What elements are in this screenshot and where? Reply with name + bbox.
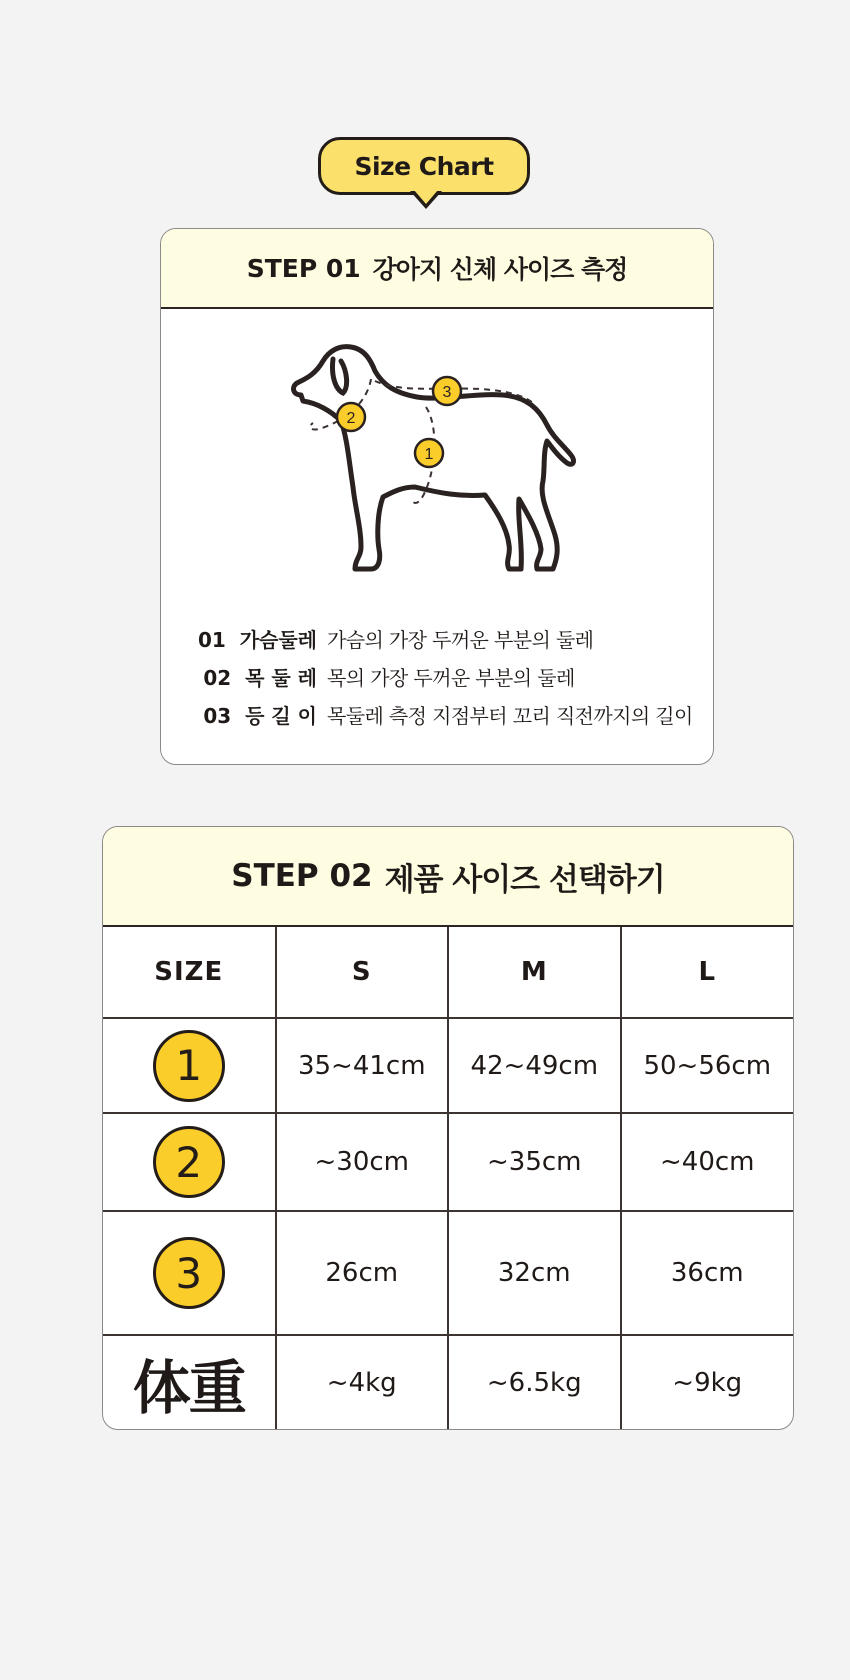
measurement-name: 가슴둘레 [239,628,317,652]
back-number-badge: 3 [153,1237,225,1309]
row-label-cell [103,1335,276,1429]
measurement-desc: 목의 가장 두꺼운 부분의 둘레 [327,666,575,690]
col-header-s: S [276,927,449,1018]
measurement-back [161,700,714,730]
marker-3 [433,377,461,405]
table-cell: 32cm [448,1211,621,1335]
marker-3-label: 3 [442,384,452,401]
table-cell: 35~41cm [276,1018,449,1113]
weight-label: 体重 [132,1353,245,1422]
size-header-row [103,927,793,1018]
chest-number-badge: 1 [153,1030,225,1102]
measurement-desc: 목둘레 측정 지점부터 꼬리 직전까지의 길이 [327,704,693,728]
size-table [103,927,793,1429]
table-cell: ~9kg [621,1335,794,1429]
table-cell: ~6.5kg [448,1335,621,1429]
measurement-chest [161,624,714,654]
col-header-size: SIZE [103,927,276,1018]
marker-1-label: 1 [424,446,434,463]
measurement-name: 목 둘 레 [245,666,317,690]
table-cell: 26cm [276,1211,449,1335]
row-label-cell [103,1211,276,1335]
table-row [103,1113,793,1211]
measurement-neck [161,662,714,692]
badge-tail-fill [414,190,438,204]
step1-title: 강아지 신체 사이즈 측정 [372,255,628,284]
measurement-num: 01 [197,628,226,652]
table-cell: ~35cm [448,1113,621,1211]
step2-label: STEP 02 [231,858,373,894]
row-label-cell [103,1113,276,1211]
dog-ear [332,359,346,393]
measurement-desc: 가슴의 가장 두꺼운 부분의 둘레 [327,628,594,652]
dog-measurement-illustration [271,337,601,597]
marker-2-label: 2 [346,410,356,427]
step2-card [102,826,794,1430]
step1-card [160,228,714,765]
col-header-l: L [621,927,794,1018]
step2-title: 제품 사이즈 선택하기 [384,861,665,898]
marker-1 [415,439,443,467]
measurement-num: 02 [203,666,232,690]
table-row [103,1211,793,1335]
measurement-name: 등 길 이 [245,704,317,728]
size-chart-badge [318,137,530,195]
table-cell: 50~56cm [621,1018,794,1113]
table-cell: 42~49cm [448,1018,621,1113]
row-label-cell [103,1018,276,1113]
size-chart-title: Size Chart [354,151,494,181]
step1-header [161,229,713,309]
table-cell: 36cm [621,1211,794,1335]
table-cell: ~30cm [276,1113,449,1211]
table-cell: ~40cm [621,1113,794,1211]
step2-header [103,827,793,927]
table-row [103,1335,793,1429]
marker-2 [337,403,365,431]
table-row [103,1018,793,1113]
table-cell: ~4kg [276,1335,449,1429]
step1-label: STEP 01 [246,253,361,283]
measurement-num: 03 [203,704,232,728]
col-header-m: M [448,927,621,1018]
neck-number-badge: 2 [153,1126,225,1198]
